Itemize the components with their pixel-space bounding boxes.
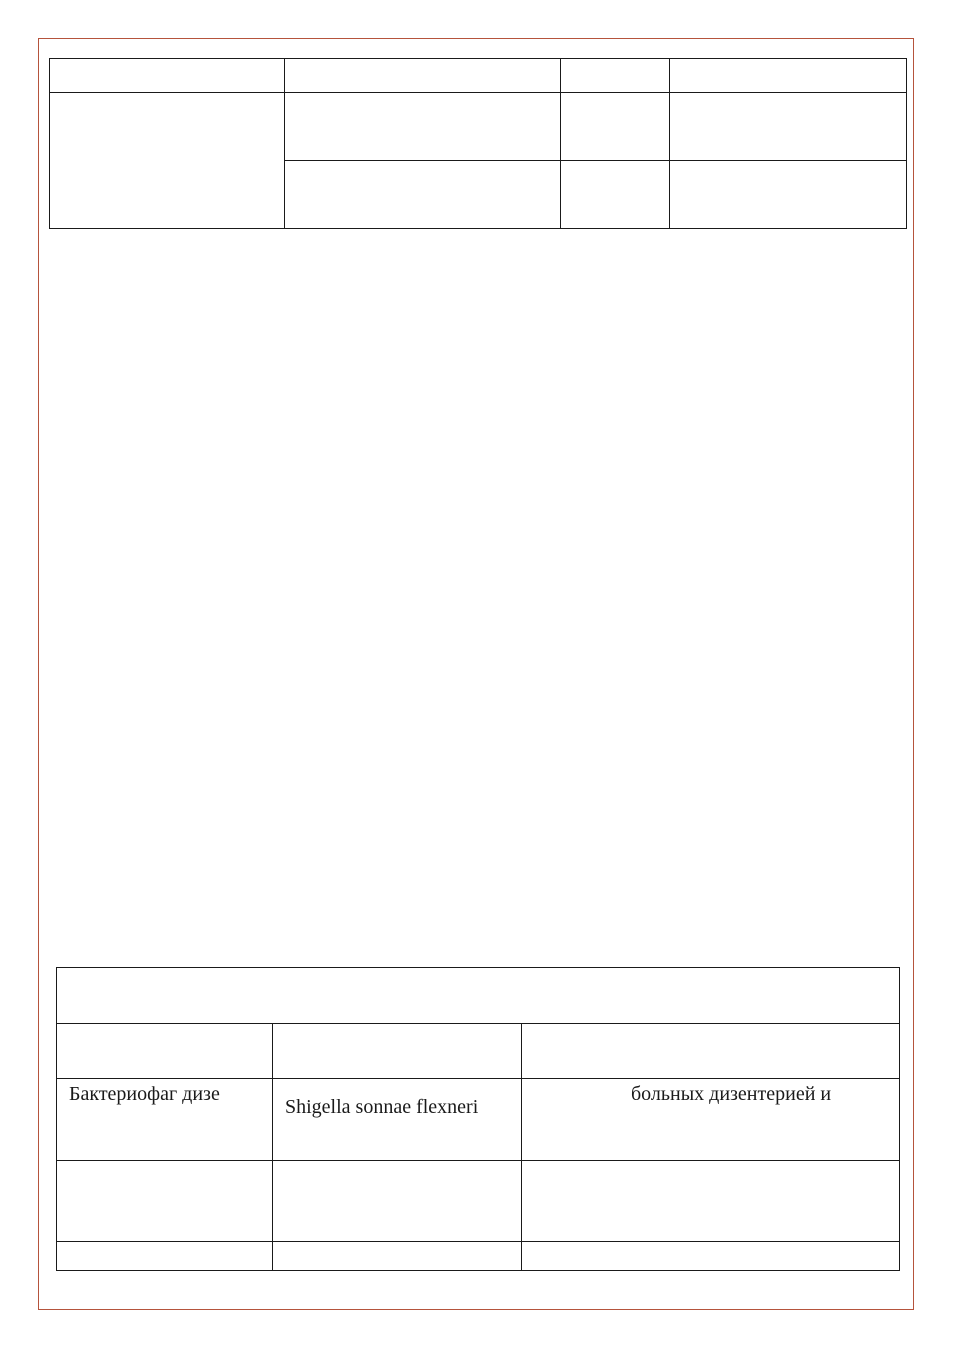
table-header-row [57,1024,900,1079]
table-cell [273,1161,522,1242]
table-cell [273,1079,522,1161]
column-header [57,1024,273,1079]
table-cell [57,1242,273,1271]
pathogen-name: Shigella sonnae flexneri [285,1096,479,1118]
table-cell [57,1079,273,1161]
table-cell [522,1242,900,1271]
table-cell [522,1079,900,1161]
table-row [57,1242,900,1271]
table-row [50,93,907,161]
table-title [57,968,900,1024]
table-cell [285,93,561,161]
table-cell [57,1161,273,1242]
table-row [50,59,907,93]
column-header [273,1024,522,1079]
table-cell [561,93,670,161]
drug-name: Бактериофаг дизе [69,1083,220,1105]
table-cell [670,59,907,93]
table-cell [522,1161,900,1242]
table-cell [285,59,561,93]
table-cell [670,161,907,229]
table-cell [273,1242,522,1271]
indication-text: больных дизентерией и [631,1083,832,1105]
bottom-table [56,967,900,1271]
table-cell [561,59,670,93]
column-header [522,1024,900,1079]
table-cell [561,161,670,229]
table-cell [670,93,907,161]
table-cell [50,59,285,93]
table-row [57,1161,900,1242]
top-table [49,58,907,229]
table-cell [285,161,561,229]
table-title-row [57,968,900,1024]
table-cell [50,93,285,229]
table-row [57,1079,900,1161]
